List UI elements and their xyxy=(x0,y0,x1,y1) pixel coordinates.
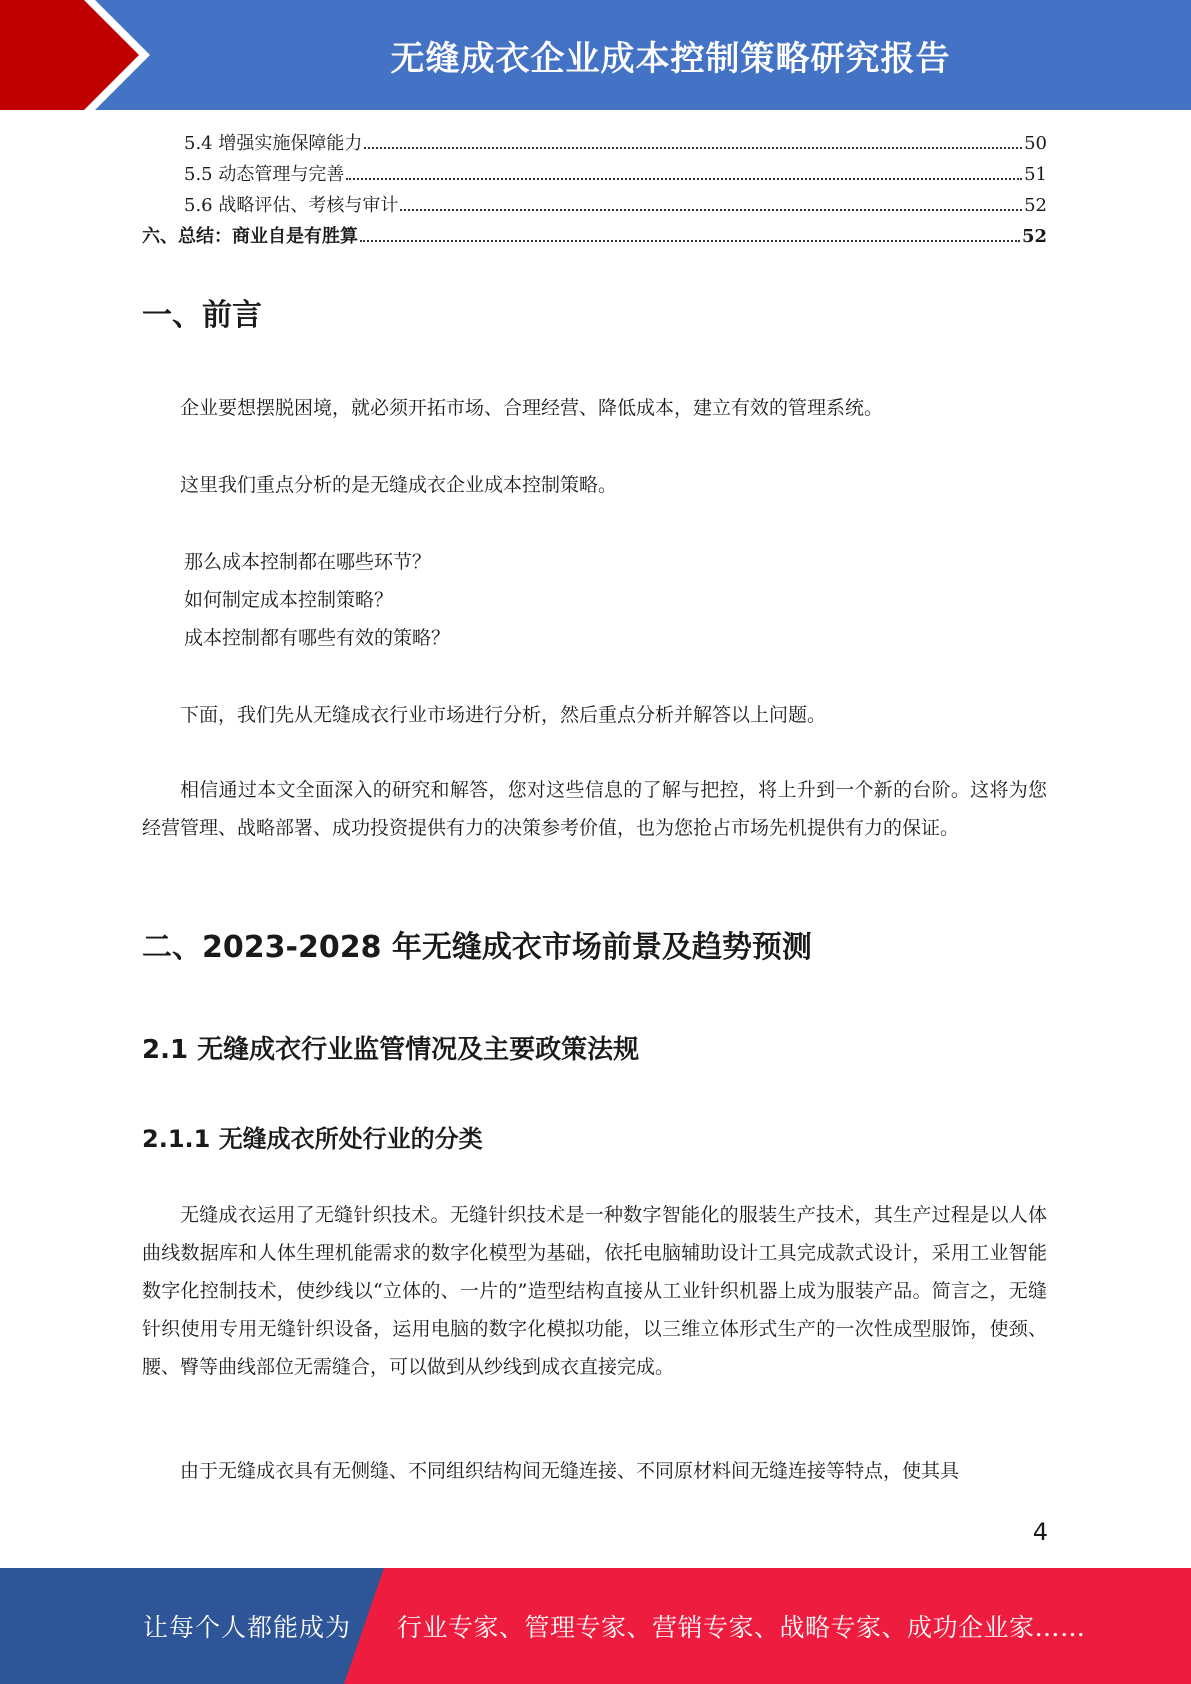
paragraph: 下面，我们先从无缝成衣行业市场进行分析，然后重点分析并解答以上问题。 xyxy=(180,704,827,726)
page-header xyxy=(0,0,1191,110)
paragraph: 由于无缝成衣具有无侧缝、不同组织结构间无缝连接、不同原材料间无缝连接等特点，使其具 xyxy=(180,1460,960,1482)
paragraph: 无缝成衣运用了无缝针织技术。无缝针织技术是一种数字智能化的服装生产技术，其生产过程是以人体曲线数据库和人体生理机能需求的数字化模型为基础，依托电脑辅助设计工具完成款式设计，采用工业智能数字化控制技术，使纱线以“立体的、一片的”造型结构直接从工业针织机器上成为服装产品。简言之，无缝针织使用专用无缝针织设备，运用电脑的数字化模拟功能，以三维立体形式生产的一次性成型服饰，使颈、腰、臀等曲线部位无需缝合，可以做到从纱线到成衣直接完成。 xyxy=(142,1204,1047,1378)
toc-entry[interactable] xyxy=(142,159,1047,190)
question-line: 那么成本控制都在哪些环节？ xyxy=(184,551,432,573)
section-heading-market-outlook: 二、2023-2028 年无缝成衣市场前景及趋势预测 xyxy=(142,930,812,965)
subsubsection-heading-classification: 2.1.1 无缝成衣所处行业的分类 xyxy=(142,1125,483,1153)
toc-entry-label: 5.5 动态管理与完善 xyxy=(184,164,345,185)
question-line: 如何制定成本控制策略？ xyxy=(184,589,394,611)
table-of-contents xyxy=(142,128,1047,252)
toc-entry-label: 5.6 战略评估、考核与审计 xyxy=(184,195,399,216)
page-footer xyxy=(0,1568,1191,1684)
toc-entry-page: 50 xyxy=(1024,133,1047,154)
report-title: 无缝成衣企业成本控制策略研究报告 xyxy=(390,38,951,79)
page-number: 4 xyxy=(1032,1518,1048,1546)
question-line: 成本控制都有哪些有效的策略？ xyxy=(184,627,451,649)
toc-leader-dots xyxy=(360,240,1020,242)
toc-entry[interactable] xyxy=(142,221,1047,252)
toc-entry-page: 52 xyxy=(1021,226,1047,247)
toc-entry[interactable] xyxy=(142,128,1047,159)
toc-entry[interactable] xyxy=(142,190,1047,221)
paragraph: 这里我们重点分析的是无缝成衣企业成本控制策略。 xyxy=(180,474,618,496)
paragraph: 相信通过本文全面深入的研究和解答，您对这些信息的了解与把控，将上升到一个新的台阶。这将为您经营管理、战略部署、成功投资提供有力的决策参考价值，也为您抢占市场先机提供有力的保证。 xyxy=(142,779,1047,839)
footer-slogan-left: 让每个人都能成为 xyxy=(143,1613,352,1642)
toc-leader-dots xyxy=(400,209,1022,211)
paragraph: 企业要想摆脱困境，就必须开拓市场、合理经营、降低成本，建立有效的管理系统。 xyxy=(180,397,884,419)
toc-entry-label: 5.4 增强实施保障能力 xyxy=(184,133,363,154)
toc-entry-page: 52 xyxy=(1024,195,1047,216)
toc-entry-page: 51 xyxy=(1024,164,1047,185)
section-heading-preface: 一、前言 xyxy=(142,298,262,333)
toc-leader-dots xyxy=(346,178,1022,180)
footer-slogan-right: 行业专家、管理专家、营销专家、战略专家、成功企业家…… xyxy=(397,1613,1086,1642)
subsection-heading-regulation: 2.1 无缝成衣行业监管情况及主要政策法规 xyxy=(142,1035,640,1065)
toc-leader-dots xyxy=(364,147,1022,149)
toc-entry-label: 六、总结：商业自是有胜算 xyxy=(142,226,358,247)
